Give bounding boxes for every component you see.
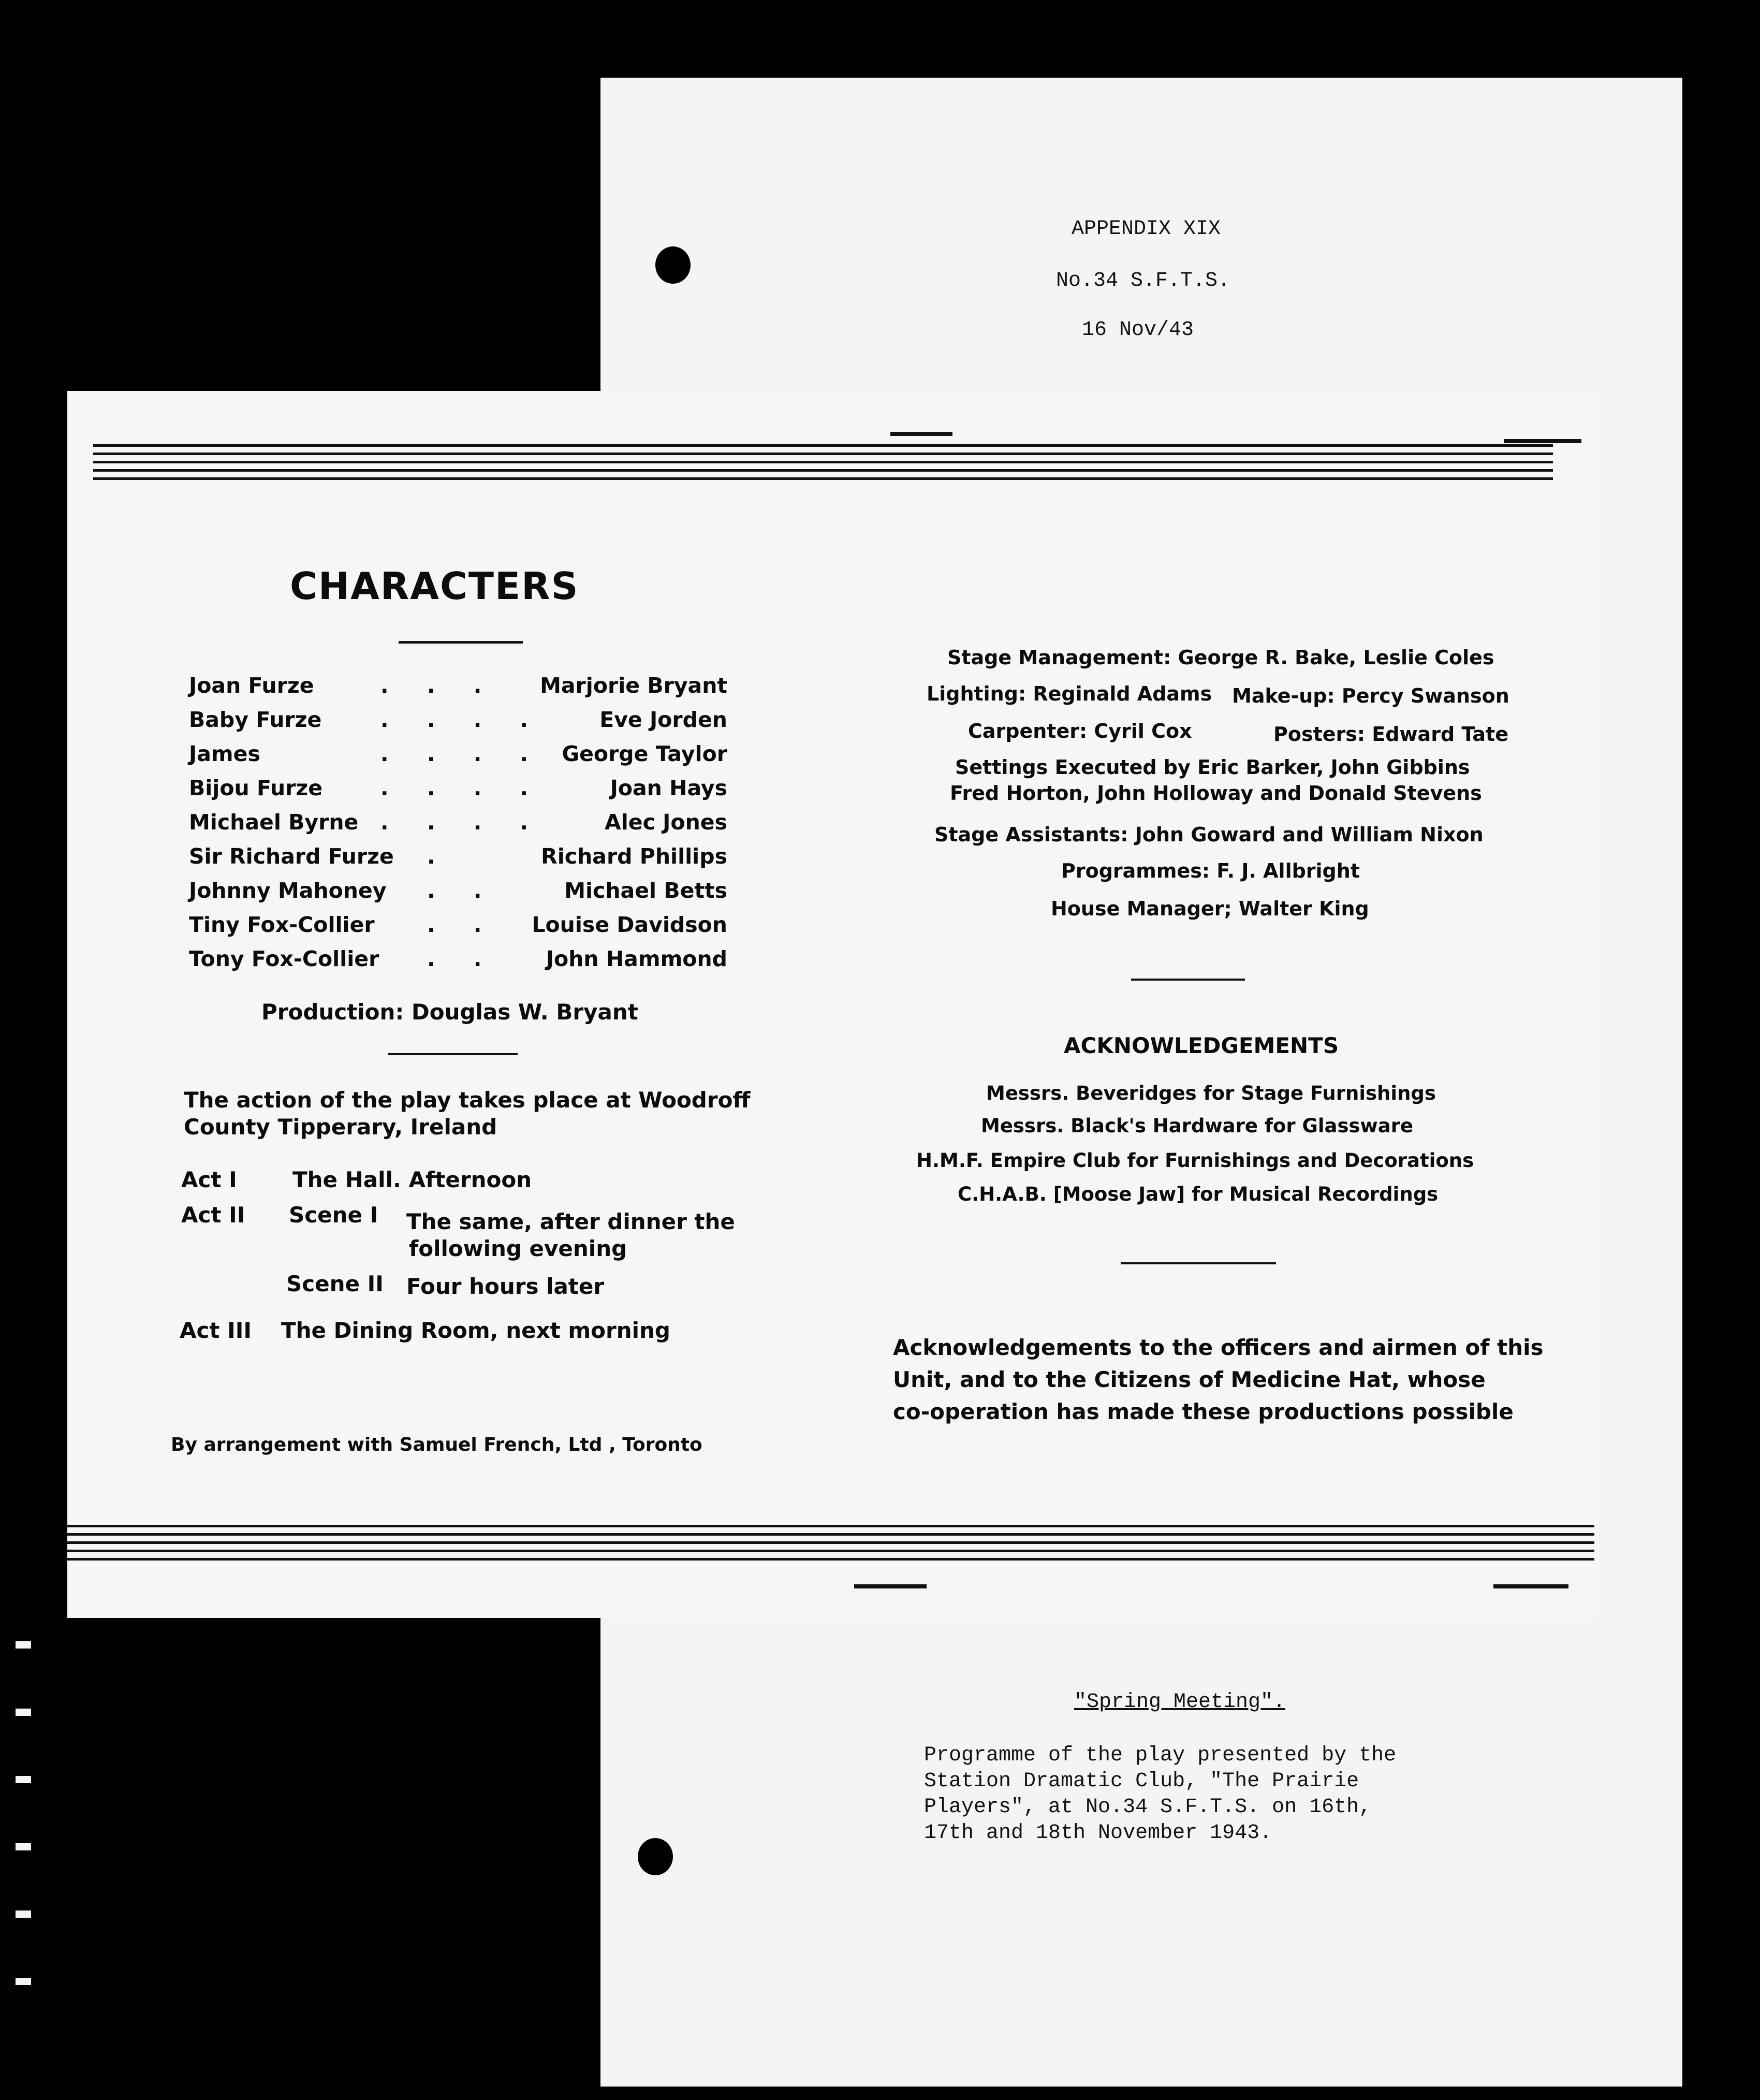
cast-role: Joan Furze <box>189 673 314 698</box>
play-title: "Spring Meeting". <box>1074 1690 1286 1714</box>
cast-actor: John Hammond <box>546 946 727 971</box>
crew-credit: Programmes: F. J. Allbright <box>1061 859 1360 882</box>
crew-credit: Fred Horton, John Holloway and Donald Stevens <box>950 782 1482 805</box>
cast-actor: Richard Phillips <box>541 844 727 869</box>
cast-role: James <box>189 741 260 766</box>
production-credit: Production: Douglas W. Bryant <box>261 999 638 1025</box>
crew-credit: House Manager; Walter King <box>1051 897 1369 920</box>
cast-row <box>189 707 727 738</box>
leader-dots: . <box>427 844 451 869</box>
film-edge-mark <box>16 1776 31 1783</box>
cast-role: Baby Furze <box>189 707 322 732</box>
cast-row <box>189 673 727 704</box>
cast-row <box>189 946 727 978</box>
cast-actor: Michael Betts <box>564 878 727 903</box>
divider-rule <box>1131 979 1245 981</box>
appendix-unit: No.34 S.F.T.S. <box>1056 269 1230 293</box>
top-rule-lines <box>93 444 1553 486</box>
cast-row <box>189 844 727 875</box>
film-edge-mark <box>16 1978 31 1985</box>
film-edge-mark <box>16 1641 31 1649</box>
crew-credit: Posters: Edward Tate <box>1273 723 1508 746</box>
leader-dots: . . . <box>380 673 497 698</box>
scene-label: Scene I <box>289 1202 378 1228</box>
leader-dots: . . <box>427 878 497 903</box>
cast-actor: Joan Hays <box>610 776 727 800</box>
description-line: Station Dramatic Club, "The Prairie <box>924 1770 1359 1793</box>
leader-dots: . . <box>427 946 497 971</box>
leader-dots: . . . . <box>380 741 544 766</box>
punch-hole <box>655 246 691 284</box>
cast-role: Tiny Fox-Collier <box>189 912 375 937</box>
cast-row <box>189 741 727 772</box>
film-edge-mark <box>16 1911 31 1918</box>
act-description: The Dining Room, next morning <box>281 1318 670 1343</box>
decorative-dash <box>1493 1584 1568 1588</box>
final-acknowledgement-line: Unit, and to the Citizens of Medicine Hat, whose <box>893 1367 1486 1392</box>
cast-actor: George Taylor <box>562 741 727 766</box>
leader-dots: . . . . <box>380 707 544 732</box>
characters-heading: CHARACTERS <box>290 564 579 608</box>
divider-rule <box>1121 1262 1276 1264</box>
crew-credit: Carpenter: Cyril Cox <box>968 720 1192 742</box>
setting-line: County Tipperary, Ireland <box>184 1114 497 1140</box>
heading-underline <box>399 641 523 644</box>
bottom-rule-lines <box>67 1525 1594 1566</box>
scene-description: following evening <box>409 1236 627 1261</box>
description-line: Programme of the play presented by the <box>924 1744 1397 1767</box>
final-acknowledgement-line: Acknowledgements to the officers and airmen of this <box>893 1335 1544 1360</box>
crew-credit: Make-up: Percy Swanson <box>1232 684 1509 707</box>
act-label: Act I <box>181 1167 237 1192</box>
leader-dots: . . <box>427 912 497 937</box>
decorative-dash <box>1504 439 1581 443</box>
cast-role: Bijou Furze <box>189 776 323 800</box>
cast-row <box>189 912 727 943</box>
arrangement-credit: By arrangement with Samuel French, Ltd , Toronto <box>171 1434 702 1455</box>
cast-role: Michael Byrne <box>189 810 359 835</box>
cast-actor: Marjorie Bryant <box>540 673 727 698</box>
acknowledgement-line: Messrs. Beveridges for Stage Furnishings <box>986 1082 1436 1104</box>
crew-credit: Stage Management: George R. Bake, Leslie Coles <box>947 646 1494 669</box>
setting-line: The action of the play takes place at Woodroff <box>184 1087 751 1113</box>
acknowledgement-line: C.H.A.B. [Moose Jaw] for Musical Recordings <box>958 1183 1439 1205</box>
cast-actor: Alec Jones <box>605 810 727 835</box>
acknowledgement-line: H.M.F. Empire Club for Furnishings and Decorations <box>916 1149 1474 1172</box>
cast-role: Sir Richard Furze <box>189 844 394 869</box>
punch-hole <box>638 1838 673 1875</box>
decorative-dash <box>890 432 952 436</box>
cast-actor: Louise Davidson <box>532 912 727 937</box>
crew-credit: Lighting: Reginald Adams <box>927 682 1212 705</box>
film-edge-mark <box>16 1709 31 1716</box>
leader-dots: . . . . <box>380 776 544 800</box>
decorative-dash <box>854 1584 927 1588</box>
act-label: Act II <box>181 1202 245 1228</box>
scene-description: Four hours later <box>406 1274 605 1299</box>
leader-dots: . . . . <box>380 810 544 835</box>
cast-row <box>189 878 727 909</box>
act-description: The Hall. Afternoon <box>292 1167 532 1192</box>
cast-row <box>189 776 727 807</box>
description-line: Players", at No.34 S.F.T.S. on 16th, <box>924 1796 1372 1819</box>
acknowledgements-heading: ACKNOWLEDGEMENTS <box>1064 1033 1339 1058</box>
cast-role: Johnny Mahoney <box>189 878 387 903</box>
cast-actor: Eve Jorden <box>599 707 727 732</box>
film-edge-mark <box>16 1843 31 1850</box>
crew-credit: Stage Assistants: John Goward and William Nixon <box>934 823 1484 846</box>
appendix-date: 16 Nov/43 <box>1082 318 1194 342</box>
scene-label: Scene II <box>286 1271 384 1296</box>
divider-rule <box>388 1053 518 1055</box>
act-label: Act III <box>180 1318 252 1343</box>
cast-row <box>189 810 727 841</box>
description-line: 17th and 18th November 1943. <box>924 1821 1272 1845</box>
appendix-title: APPENDIX XIX <box>1072 217 1221 241</box>
crew-credit: Settings Executed by Eric Barker, John Gibbins <box>955 756 1470 779</box>
cast-role: Tony Fox-Collier <box>189 946 379 971</box>
scene-description: The same, after dinner the <box>406 1209 735 1234</box>
acknowledgement-line: Messrs. Black's Hardware for Glassware <box>981 1115 1414 1137</box>
final-acknowledgement-line: co-operation has made these productions possible <box>893 1399 1514 1424</box>
